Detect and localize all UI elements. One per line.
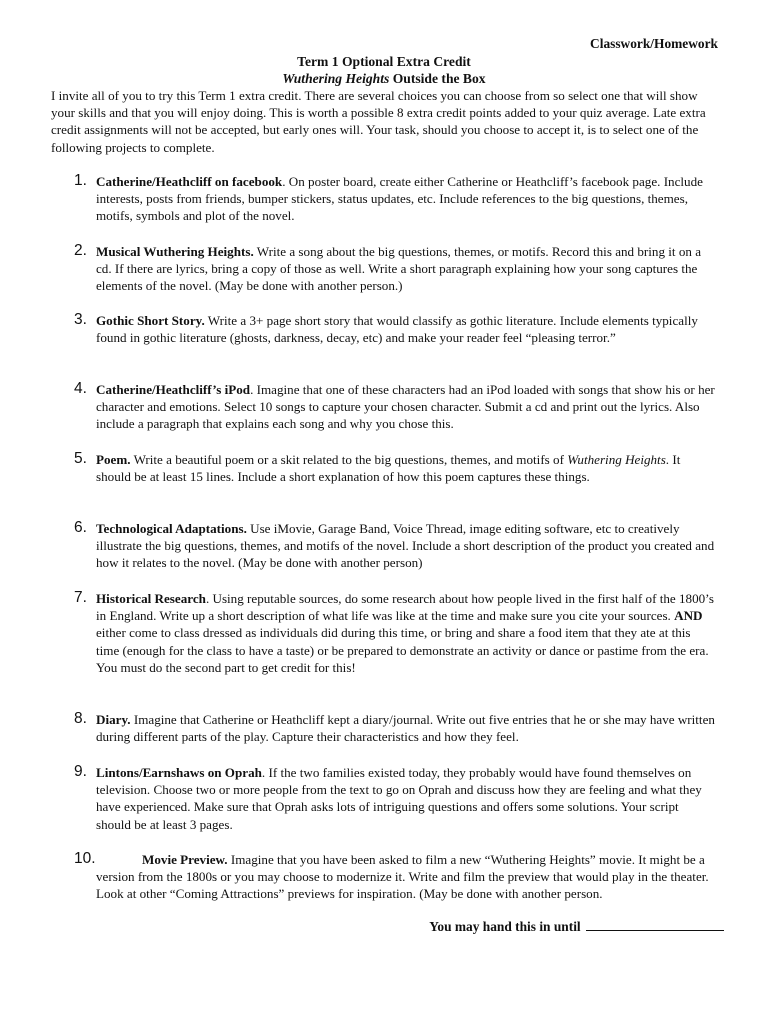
- item-heading: Poem.: [96, 452, 131, 467]
- page-subtitle: [0, 70, 768, 87]
- subtitle-italic: Wuthering Heights: [282, 71, 390, 86]
- item-body: [96, 711, 716, 745]
- subtitle-rest: Outside the Box: [389, 71, 486, 86]
- item-heading: Technological Adaptations.: [96, 521, 247, 536]
- item-text: Write a song about the big questions, themes, or motifs. Record this and bring it on a cd. If there are lyrics, bring a copy of those as well. Write a short paragraph explaining how your song captures the elements of the novel. (May be done with another person.): [96, 244, 702, 294]
- classwork-label: Classwork/Homework: [590, 36, 718, 51]
- item-number: 9.: [74, 763, 87, 780]
- item-italic: Wuthering Heights: [567, 452, 666, 467]
- item-text-2: either come to class dressed as individuals did during this time, or bring and share a food item that they ate at this time (enough for the class to have a taste) or be prepared to demonstrate an activity or dance or pastime from the era. You must do the second part to get credit for this!: [96, 625, 709, 675]
- item-body: [96, 520, 716, 572]
- item-body: [96, 381, 716, 433]
- intro-paragraph: I invite all of you to try this Term 1 extra credit. There are several choices you can choose from so select one that will show your skills and that you will enjoy doing. This is worth a possible 8 extra credit points added to your quiz average. Late extra credit assignments will not be accepted, but early ones will. Your task, should you choose to accept it, is to select one of the following projects to complete.: [51, 88, 706, 155]
- item-heading: Musical Wuthering Heights.: [96, 244, 254, 259]
- date-blank-field: [586, 918, 724, 931]
- hand-in-line: [429, 918, 724, 935]
- item-text: Write a beautiful poem or a skit related to the big questions, themes, and motifs of: [130, 452, 568, 467]
- item-text: Imagine that you have been asked to film a new “Wuthering Heights” movie. It might be a version from the 1800s or you may choose to modernize it. Write and film the preview that would play in the theater. Look at other “Coming Attractions” previews for inspiration. (May be done with another person.: [96, 852, 709, 902]
- item-body: [96, 312, 716, 346]
- hand-in-label: You may hand this in until: [429, 919, 584, 934]
- item-heading: Catherine/Heathcliff’s iPod: [96, 382, 251, 397]
- item-body: [96, 851, 718, 903]
- item-body: [96, 451, 716, 485]
- item-body: [96, 590, 716, 676]
- item-text: . If the two families existed today, they probably would have found themselves on television. Choose two or more people from the text to go on Oprah and discuss how they are feeling and what they have experienced. Make sure that Oprah asks lots of intriguing questions and offers some solutions. Your script should be at least 3 pages.: [96, 765, 702, 832]
- item-heading: Diary.: [96, 712, 131, 727]
- item-number: 5.: [74, 450, 87, 467]
- item-number: 4.: [74, 380, 87, 397]
- item-body: [96, 173, 716, 225]
- item-text: . On poster board, create either Catherine or Heathcliff’s facebook page. Include interests, posts from friends, bumper stickers, status updates, etc. Include references to the big questions, themes, motifs, symbols and plot of the novel.: [96, 174, 703, 224]
- item-text: Imagine that Catherine or Heathcliff kept a diary/journal. Write out five entries that he or she may have written during different parts of the play. Capture their characteristics and how they feel.: [96, 712, 715, 745]
- item-text: . Using reputable sources, do some research about how people lived in the first half of the 1800’s in England. Write up a short description of what life was like at the time and make sure you cite your sources.: [96, 591, 714, 624]
- item-number: 10.: [74, 850, 96, 867]
- item-text: Use iMovie, Garage Band, Voice Thread, image editing software, etc to creatively illustrate the big questions, themes, and motifs of the novel. Include a short description of the product you created and how it relates to the novel. (May be done with another person): [96, 521, 715, 571]
- item-number: 7.: [74, 589, 87, 606]
- item-number: 8.: [74, 710, 87, 727]
- item-number: 2.: [74, 242, 87, 259]
- item-heading: Movie Preview.: [142, 852, 228, 867]
- item-text: Write a 3+ page short story that would classify as gothic literature. Include elements typically found in gothic literature (ghosts, darkness, decay, etc) and make your reader feel “pleasing terror.”: [96, 313, 698, 346]
- item-number: 6.: [74, 519, 87, 536]
- page-title: Term 1 Optional Extra Credit: [297, 54, 471, 69]
- item-heading: Gothic Short Story.: [96, 313, 205, 328]
- item-heading: Lintons/Earnshaws on Oprah: [96, 765, 262, 780]
- item-number: 3.: [74, 311, 87, 328]
- item-number: 1.: [74, 172, 87, 189]
- item-heading: Catherine/Heathcliff on facebook: [96, 174, 283, 189]
- item-text-2: . It should be at least 15 lines. Include a short explanation of how this poem captures these things.: [96, 452, 681, 485]
- item-body: [96, 243, 716, 295]
- item-text: . Imagine that one of these characters had an iPod loaded with songs that show his or her character and emotions. Select 10 songs to capture your chosen character. Submit a cd and print out the lyrics. Also include a paragraph that explains each song and why you chose this.: [96, 382, 715, 432]
- item-body: [96, 764, 716, 833]
- item-bold: AND: [674, 608, 703, 624]
- item-heading: Historical Research: [96, 591, 206, 606]
